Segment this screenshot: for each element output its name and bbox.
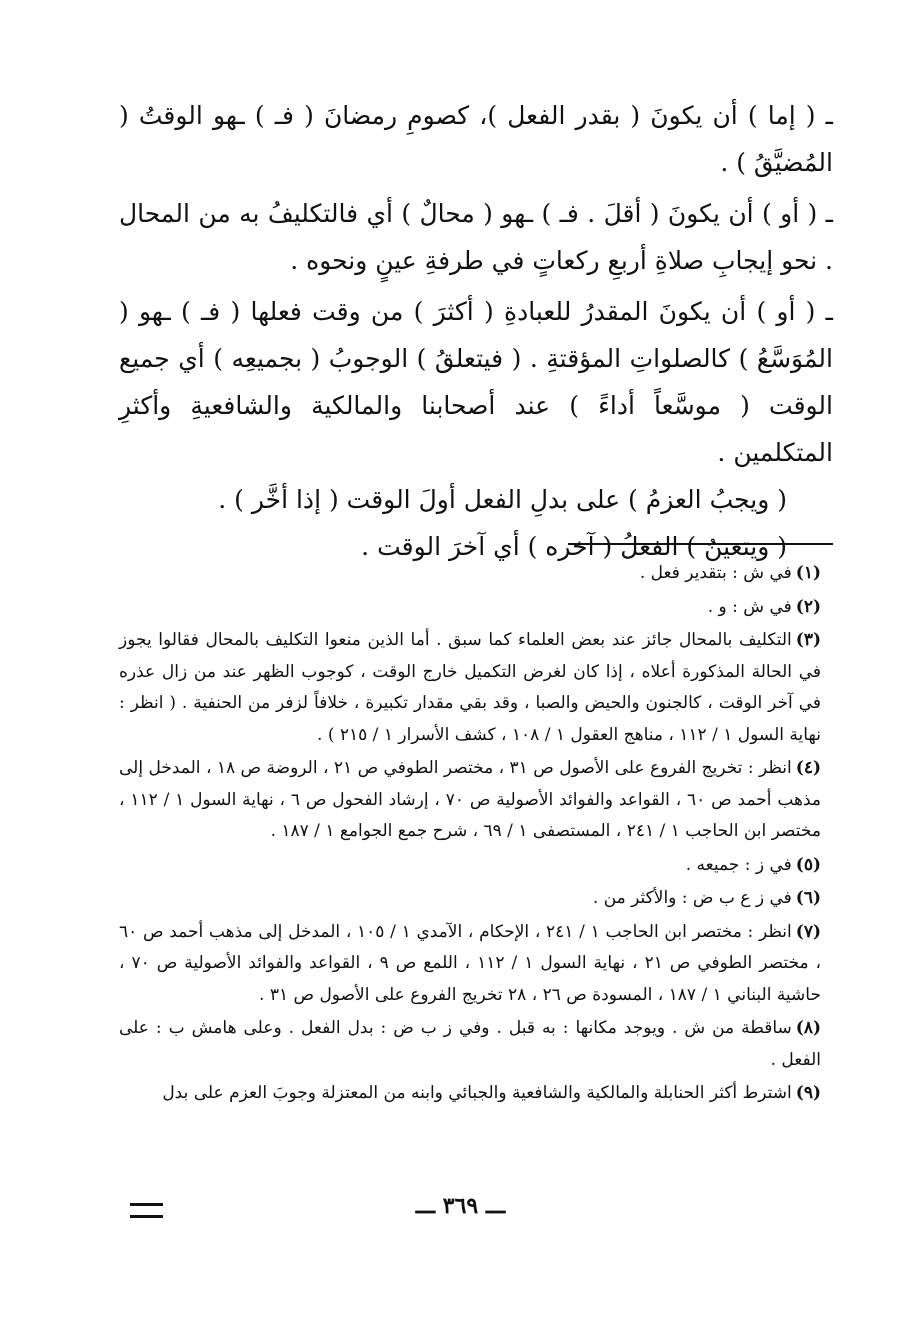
paragraph-muhal: ـ ( أو ) أن يكونَ ( أقلَ . فـ ) ـهو ( محالٌ ) أي فالتكليفُ به من المحال . نحو إيجابِ صلاةِ أربعِ ركعاتٍ في طرفةِ عينٍ ونحوه . (119, 199, 833, 275)
footnote-text: في ش : بتقدير فعل . (639, 563, 792, 583)
footnote-text: في ش : و . (707, 596, 792, 617)
footnote-text: ساقطة من ش . ويوجد مكانها : به قبل . وفي ز ب ض : بدل الفعل . وعلى هامش ب : على الفعل . (119, 1018, 821, 1070)
footnote-text: التكليف بالمحال جائز عند بعض العلماء كما سبق . أما الذين منعوا التكليف بالمحال فقالوا يجوز في الحالة المذكورة أعلاه ، إذا كان لغرض التكميل خارج الوقت ، كوجوب الظهر عند من زال عذره في آخر الوقت ، كالجنون والحيض والصبا ، وقد بقي مقدار تكبيرة ، خلافاً لزفر من الحنفية . ( انظر : نهاية السول ١ / ١١٢ ، مناهج العقول ١ / ١٠٨ ، كشف الأسرار ١ / ٢١٥ ) . (119, 630, 821, 745)
footnote-number: (١) (795, 563, 821, 583)
footnote (119, 883, 821, 915)
footnote-separator (568, 543, 833, 545)
main-text (119, 92, 833, 570)
footnote-number: (٥) (795, 854, 821, 875)
footnote-number: (٩) (795, 1083, 821, 1103)
footnote (119, 1078, 821, 1110)
footnote-number: (٢) (795, 596, 821, 617)
footnote (119, 850, 821, 882)
footnote (119, 917, 821, 1012)
footnote-text: انظر : تخريج الفروع على الأصول ص ٣١ ، مختصر الطوفي ص ٢١ ، الروضة ص ١٨ ، المدخل إلى مذهب أحمد ص ٦٠ ، القواعد والفوائد الأصولية ص ٧٠ ، إرشاد الفحول ص ٦ ، نهاية السول ١ / ١١٢ ، مختصر ابن الحاجب ١ / ٢٤١ ، المستصفى ١ / ٦٩ ، شرح جمع الجوامع ١ / ١٨٧ . (119, 758, 822, 841)
paragraph-mudayyaq: ـ ( إما ) أن يكونَ ( بقدر الفعل )، كصومِ رمضانَ ( فـ ) ـهو الوقتُ ( المُضيَّقُ ) . (119, 101, 833, 177)
paragraph-azm: ( ويجبُ العزمُ ) على بدلِ الفعل أولَ الوقت ( إذا أخَّر ) . (218, 485, 787, 514)
footnote (119, 625, 821, 751)
footnote (119, 592, 821, 624)
footnotes (119, 558, 821, 1112)
footnote-number: (٣) (795, 630, 821, 650)
footnote (119, 753, 821, 848)
footnote (119, 1013, 821, 1076)
paragraph-muwassa: ـ ( أو ) أن يكونَ المقدرُ للعبادةِ ( أكثرَ ) من وقت فعلها ( فـ ) ـهو ( المُوَسَّعُ ) كالصلواتِ المؤقتةِ . ( فيتعلقُ ) الوجوبُ ( بجميعِه ) أي جميع الوقت ( موسَّعاً أداءً ) عند أصحابنا والمالكية والشافعيةِ وأكثرِ المتكلمين . (119, 297, 833, 467)
footnote-text: في ز ع ب ض : والأكثر من . (592, 888, 792, 908)
footnote-text: اشترط أكثر الحنابلة والمالكية والشافعية والجبائي وابنه من المعتزلة وجوبَ العزم على بدل (162, 1083, 792, 1103)
footnote-number: (٨) (795, 1018, 821, 1038)
footnote-number: (٤) (795, 758, 821, 778)
page-number: ـــ ٣٦٩ ـــ (415, 1193, 506, 1219)
footnote-text: في ز : جميعه . (685, 854, 792, 875)
paragraph-yataayyan: ( ويتعينُ ) الفعلُ ( آخره ) أي آخرَ الوقت . (361, 532, 787, 561)
footnote (119, 558, 821, 590)
footnote-number: (٦) (795, 888, 821, 908)
footnote-text: انظر : مختصر ابن الحاجب ١ / ٢٤١ ، الإحكام ، الآمدي ١ / ١٠٥ ، المدخل إلى مذهب أحمد ص ٦٠ ، مختصر الطوفي ص ٢١ ، نهاية السول ١ / ١١٢ ، اللمع ص ٩ ، القواعد والفوائد الأصولية ص ٧٠ ، حاشية البناني ١ / ١٨٧ ، المسودة ص ٢٦ ، ٢٨ تخريج الفروع على الأصول ص ٣١ . (119, 921, 822, 1005)
footnote-number: (٧) (795, 921, 821, 942)
